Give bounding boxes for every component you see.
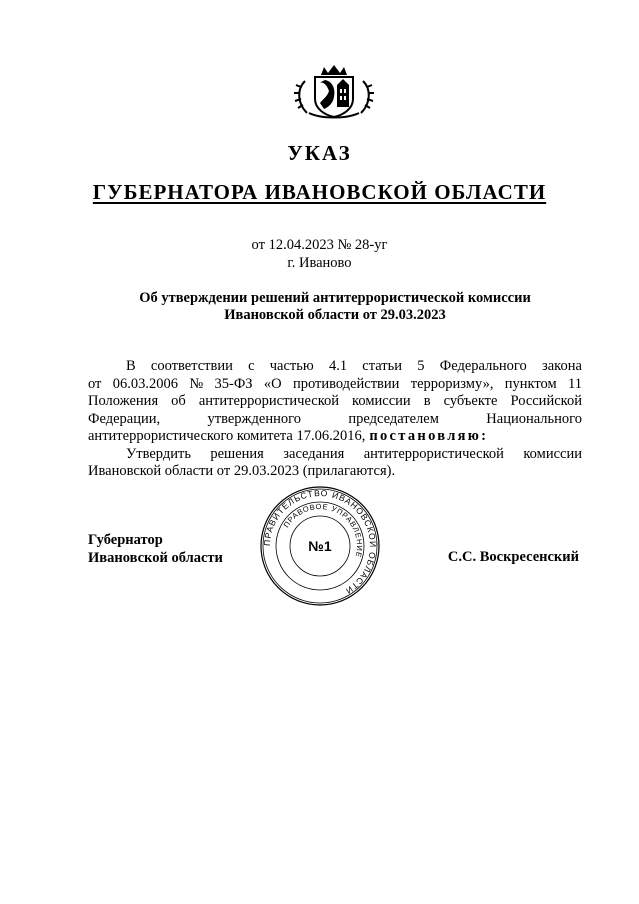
- word: Российской: [510, 393, 582, 409]
- coat-of-arms-emblem: [291, 63, 377, 119]
- subject-line: Об утверждении решений антитеррористической комиссии: [139, 290, 531, 306]
- stamp-number: №1: [308, 538, 332, 554]
- word: закона: [542, 358, 582, 374]
- word: от: [88, 375, 102, 392]
- word: комиссии: [523, 445, 582, 462]
- body-text: антитеррористического комитета 17.06.2016,: [88, 428, 366, 444]
- word: антитеррористической: [198, 393, 340, 409]
- word: Федерального: [439, 358, 527, 374]
- document-title: УКАЗ: [287, 141, 352, 165]
- word: 4.1: [328, 358, 348, 374]
- document-subtitle: ГУБЕРНАТОРА ИВАНОВСКОЙ ОБЛАСТИ: [92, 180, 547, 204]
- word: частью: [269, 358, 314, 374]
- body-line: [88, 393, 582, 411]
- word: 11: [568, 375, 582, 392]
- word: председателем: [348, 410, 439, 427]
- signatory-position: [88, 531, 223, 567]
- document-body: [88, 358, 582, 481]
- signatory-name: С.С. Воскресенский: [447, 549, 579, 565]
- document-date-number: от 12.04.2023 № 28-уг: [251, 237, 388, 253]
- word: антитеррористической: [363, 445, 504, 462]
- document-city: г. Иваново: [287, 255, 352, 271]
- word: заседания: [283, 445, 345, 462]
- word: Положения: [88, 393, 159, 409]
- body-line: [88, 376, 582, 394]
- word: 35-ФЗ: [214, 375, 253, 392]
- word: об: [171, 393, 186, 409]
- word: 5: [417, 358, 425, 374]
- word: с: [248, 358, 255, 374]
- position-line: Губернатор: [88, 532, 163, 548]
- official-stamp: [258, 484, 382, 608]
- word: №: [189, 375, 204, 392]
- subject-line: Ивановской области от 29.03.2023: [224, 307, 446, 323]
- word: «О: [263, 375, 282, 392]
- word: Национального: [486, 410, 582, 427]
- word: решения: [210, 445, 264, 462]
- word: В: [126, 358, 136, 374]
- document-subject: [88, 290, 582, 324]
- word: субъекте: [443, 393, 498, 409]
- word: Утвердить: [126, 445, 191, 462]
- position-line: Ивановской области: [88, 550, 223, 566]
- word: терроризму»,: [410, 375, 494, 392]
- word: в: [423, 393, 431, 409]
- word: утвержденного: [207, 410, 301, 427]
- word: Федерации,: [88, 410, 161, 427]
- stamp-outer-text: ПРАВИТЕЛЬСТВО ИВАНОВСКОЙ ОБЛАСТИ: [261, 487, 379, 597]
- word: противодействии: [292, 375, 400, 392]
- body-line: [88, 411, 582, 429]
- word: 06.03.2006: [112, 375, 178, 392]
- resolution-word: постановляю:: [369, 428, 489, 444]
- word: пунктом: [504, 375, 557, 392]
- body-line: [88, 358, 582, 376]
- body-text: Ивановской области от 29.03.2023 (прилагаются).: [88, 463, 396, 479]
- word: статьи: [362, 358, 403, 374]
- word: комиссии: [352, 393, 411, 409]
- stamp-inner-text: ПРАВОВОЕ УПРАВЛЕНИЕ: [281, 501, 365, 559]
- body-line: [88, 446, 582, 464]
- body-line: [88, 463, 582, 481]
- word: соответствии: [150, 358, 233, 374]
- body-line: [88, 428, 582, 446]
